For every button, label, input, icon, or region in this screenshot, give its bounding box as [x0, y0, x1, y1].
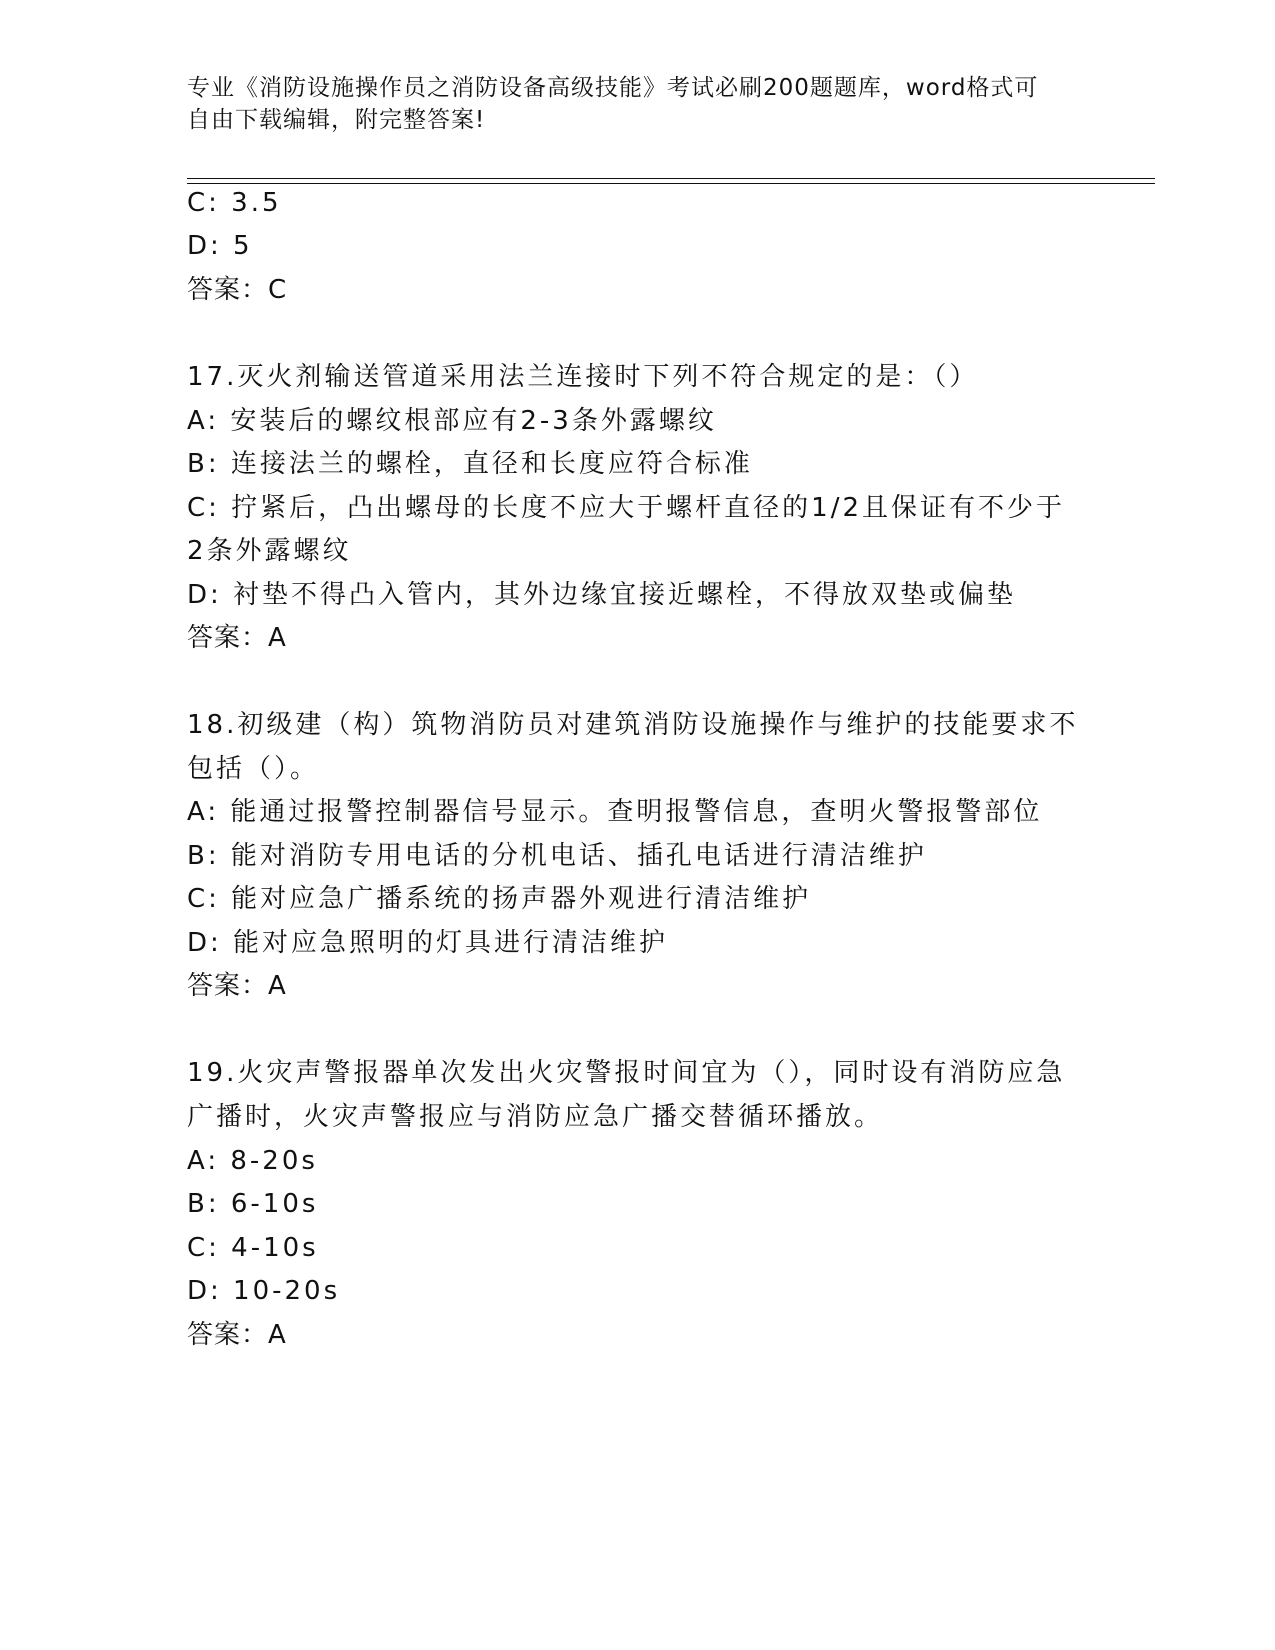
- question-17-answer: 答案：A: [187, 623, 287, 653]
- question-17-option-c-line-2: 2条外露螺纹: [187, 536, 352, 566]
- header-divider-bottom: [187, 183, 1155, 184]
- question-17-option-b: B: 连接法兰的螺栓，直径和长度应符合标准: [187, 449, 753, 479]
- question-18-option-d: D: 能对应急照明的灯具进行清洁维护: [187, 928, 669, 958]
- question-19-stem-line-2: 广播时，火灾声警报应与消防应急广播交替循环播放。: [187, 1102, 884, 1132]
- question-17-option-c-line-1: C: 拧紧后，凸出螺母的长度不应大于螺杆直径的1/2且保证有不少于: [187, 493, 1066, 523]
- header-title-line-2: 自由下载编辑，附完整答案!: [187, 107, 486, 133]
- question-19-stem-line-1: 19.火灾声警报器单次发出火灾警报时间宜为（），同时设有消防应急: [187, 1058, 1066, 1088]
- question-18-stem-line-1: 18.初级建（构）筑物消防员对建筑消防设施操作与维护的技能要求不: [187, 710, 1079, 740]
- prev-answer: 答案：C: [187, 275, 288, 305]
- question-17-stem: 17.灭火剂输送管道采用法兰连接时下列不符合规定的是：（）: [187, 362, 979, 392]
- question-18-answer: 答案：A: [187, 971, 287, 1001]
- prev-option-c: C: 3.5: [187, 188, 282, 218]
- question-18-option-a: A: 能通过报警控制器信号显示。查明报警信息，查明火警报警部位: [187, 797, 1043, 827]
- question-19-answer: 答案：A: [187, 1320, 287, 1350]
- question-18-option-b: B: 能对消防专用电话的分机电话、插孔电话进行清洁维护: [187, 841, 927, 871]
- question-18-stem-line-2: 包括（）。: [187, 754, 320, 784]
- question-19-option-b: B: 6-10s: [187, 1189, 319, 1219]
- question-17-option-a: A: 安装后的螺纹根部应有2-3条外露螺纹: [187, 406, 717, 436]
- question-19-option-d: D: 10-20s: [187, 1276, 341, 1306]
- question-17-option-d: D: 衬垫不得凸入管内，其外边缘宜接近螺栓，不得放双垫或偏垫: [187, 580, 1017, 610]
- document-header: [187, 72, 1087, 136]
- question-18-option-c: C: 能对应急广播系统的扬声器外观进行清洁维护: [187, 884, 812, 914]
- header-title-line-1: 专业《消防设施操作员之消防设备高级技能》考试必刷200题题库，word格式可: [187, 75, 1039, 101]
- prev-option-d: D: 5: [187, 231, 253, 261]
- question-19-option-a: A: 8-20s: [187, 1146, 318, 1176]
- header-divider-top: [187, 178, 1155, 179]
- question-19-option-c: C: 4-10s: [187, 1233, 319, 1263]
